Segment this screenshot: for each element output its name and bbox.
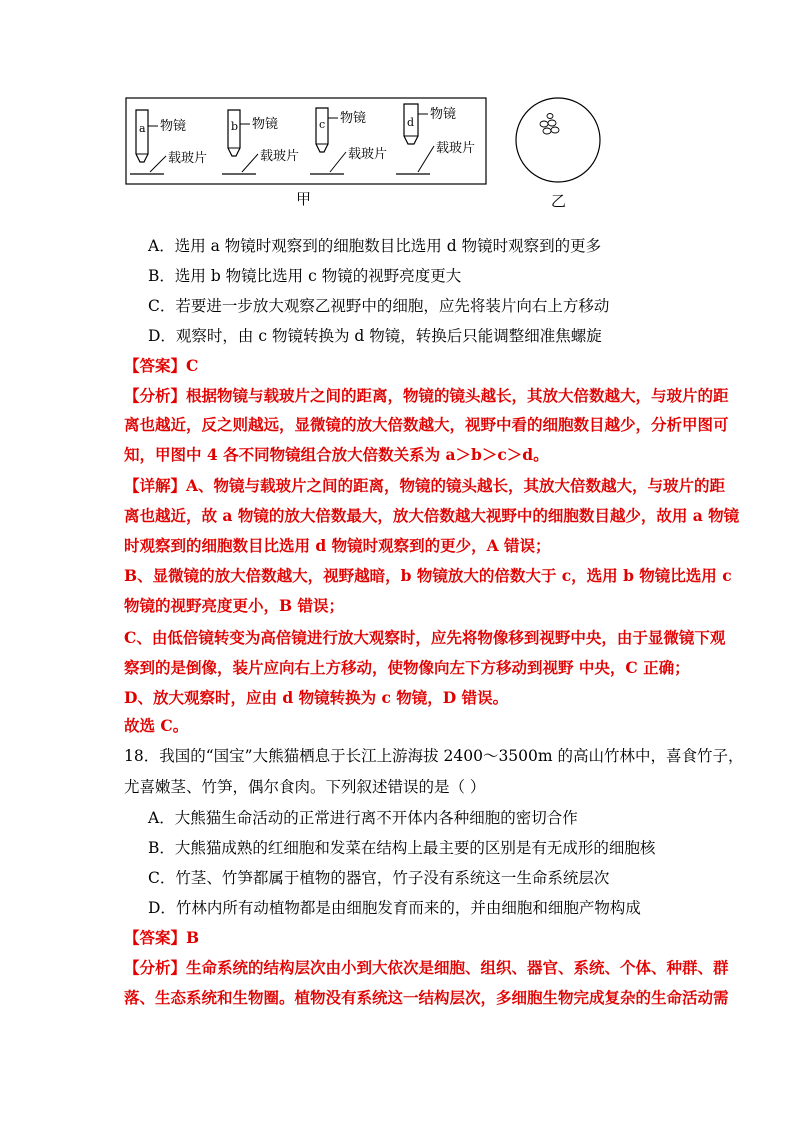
answer-label: 【答案】B — [124, 928, 200, 947]
slide-label: 载玻片 — [260, 149, 300, 164]
option-b: B．大熊猫成熟的红细胞和发菜在结构上最主要的区别是有无成形的细胞核 — [148, 839, 656, 857]
option-d: D．观察时，由 c 物镜转换为 d 物镜，转换后只能调整细准焦螺旋 — [148, 327, 602, 345]
objective-letter: d — [407, 116, 415, 129]
slide-label: 载玻片 — [168, 151, 208, 166]
objective-d-icon — [396, 104, 434, 174]
objective-letter: c — [319, 118, 326, 131]
detail-line: 物镜的视野亮度更小，B 错误； — [124, 596, 344, 615]
analysis-line: 【分析】根据物镜与载玻片之间的距离，物镜的镜头越长，其放大倍数越大，与玻片的距 — [124, 386, 729, 405]
objective-label: 物镜 — [340, 111, 367, 126]
detail-line: 【详解】A、物镜与载玻片之间的距离，物镜的镜头越长，其放大倍数越大，与玻片的距 — [124, 476, 726, 495]
detail-line: 时观察到的细胞数目比选用 d 物镜时观察到的更少，A 错误； — [124, 536, 551, 555]
analysis-line: 落、生态系统和生物圈。植物没有系统这一结构层次，多细胞生物完成复杂的生命活动需 — [124, 988, 729, 1007]
analysis-line: 离也越近，反之则越远，显微镜的放大倍数越大，视野中看的细胞数目越少，分析甲图可 — [124, 415, 729, 434]
detail-line: D、放大观察时，应由 d 物镜转换为 c 物镜，D 错误。 — [124, 688, 509, 707]
objective-label: 物镜 — [160, 119, 187, 134]
figure-label-jia: 甲 — [296, 190, 312, 208]
option-d: D．竹林内所有动植物都是由细胞发育而来的，并由细胞和细胞产物构成 — [148, 899, 641, 917]
option-a: A．大熊猫生命活动的正常进行离不开体内各种细胞的密切合作 — [148, 809, 578, 827]
conclusion: 故选 C。 — [124, 716, 189, 735]
analysis-line: 知，甲图中 4 各不同物镜组合放大倍数关系为 a＞b＞c＞d。 — [124, 445, 549, 464]
question-stem: 尤喜嫩茎、竹笋，偶尔食肉。下列叙述错误的是（ ） — [124, 778, 486, 796]
figure-label-yi: 乙 — [551, 192, 567, 210]
detail-line: 察到的是倒像，装片应向右上方移动，使物像向左下方移动到视野 中央，C 正确； — [124, 658, 690, 677]
analysis-line: 【分析】生命系统的结构层次由小到大依次是细胞、组织、器官、系统、个体、种群、群 — [124, 958, 729, 977]
option-c: C．竹茎、竹笋都属于植物的器官，竹子没有系统这一生命系统层次 — [148, 869, 610, 887]
question-stem: 18．我国的“国宝”大熊猫栖息于长江上游海拔 2400～3500m 的高山竹林中，喜食竹子， — [124, 747, 744, 765]
detail-line: B、显微镜的放大倍数越大，视野越暗，b 物镜放大的倍数大于 c，选用 b 物镜比选用 c — [124, 566, 732, 585]
objective-letter: b — [231, 120, 239, 133]
option-a: A．选用 a 物镜时观察到的细胞数目比选用 d 物镜时观察到的更多 — [148, 237, 602, 255]
detail-line: 离也越近，故 a 物镜的放大倍数最大，放大倍数越大视野中的细胞数目越少，故用 a 物镜 — [124, 506, 740, 525]
detail-line: C、由低倍镜转变为高倍镜进行放大观察时，应先将物像移到视野中央，由于显微镜下观 — [124, 628, 726, 647]
objective-label: 物镜 — [252, 117, 279, 132]
slide-label: 载玻片 — [436, 141, 476, 156]
option-b: B．选用 b 物镜比选用 c 物镜的视野亮度更大 — [148, 267, 462, 285]
option-c: C．若要进一步放大观察乙视野中的细胞，应先将装片向右上方移动 — [148, 297, 610, 315]
field-of-view-icon — [516, 98, 600, 182]
objective-letter: a — [139, 122, 146, 135]
microscope-figure — [124, 96, 624, 216]
answer-label: 【答案】C — [124, 356, 199, 375]
objective-label: 物镜 — [430, 107, 457, 122]
slide-label: 载玻片 — [348, 147, 388, 162]
